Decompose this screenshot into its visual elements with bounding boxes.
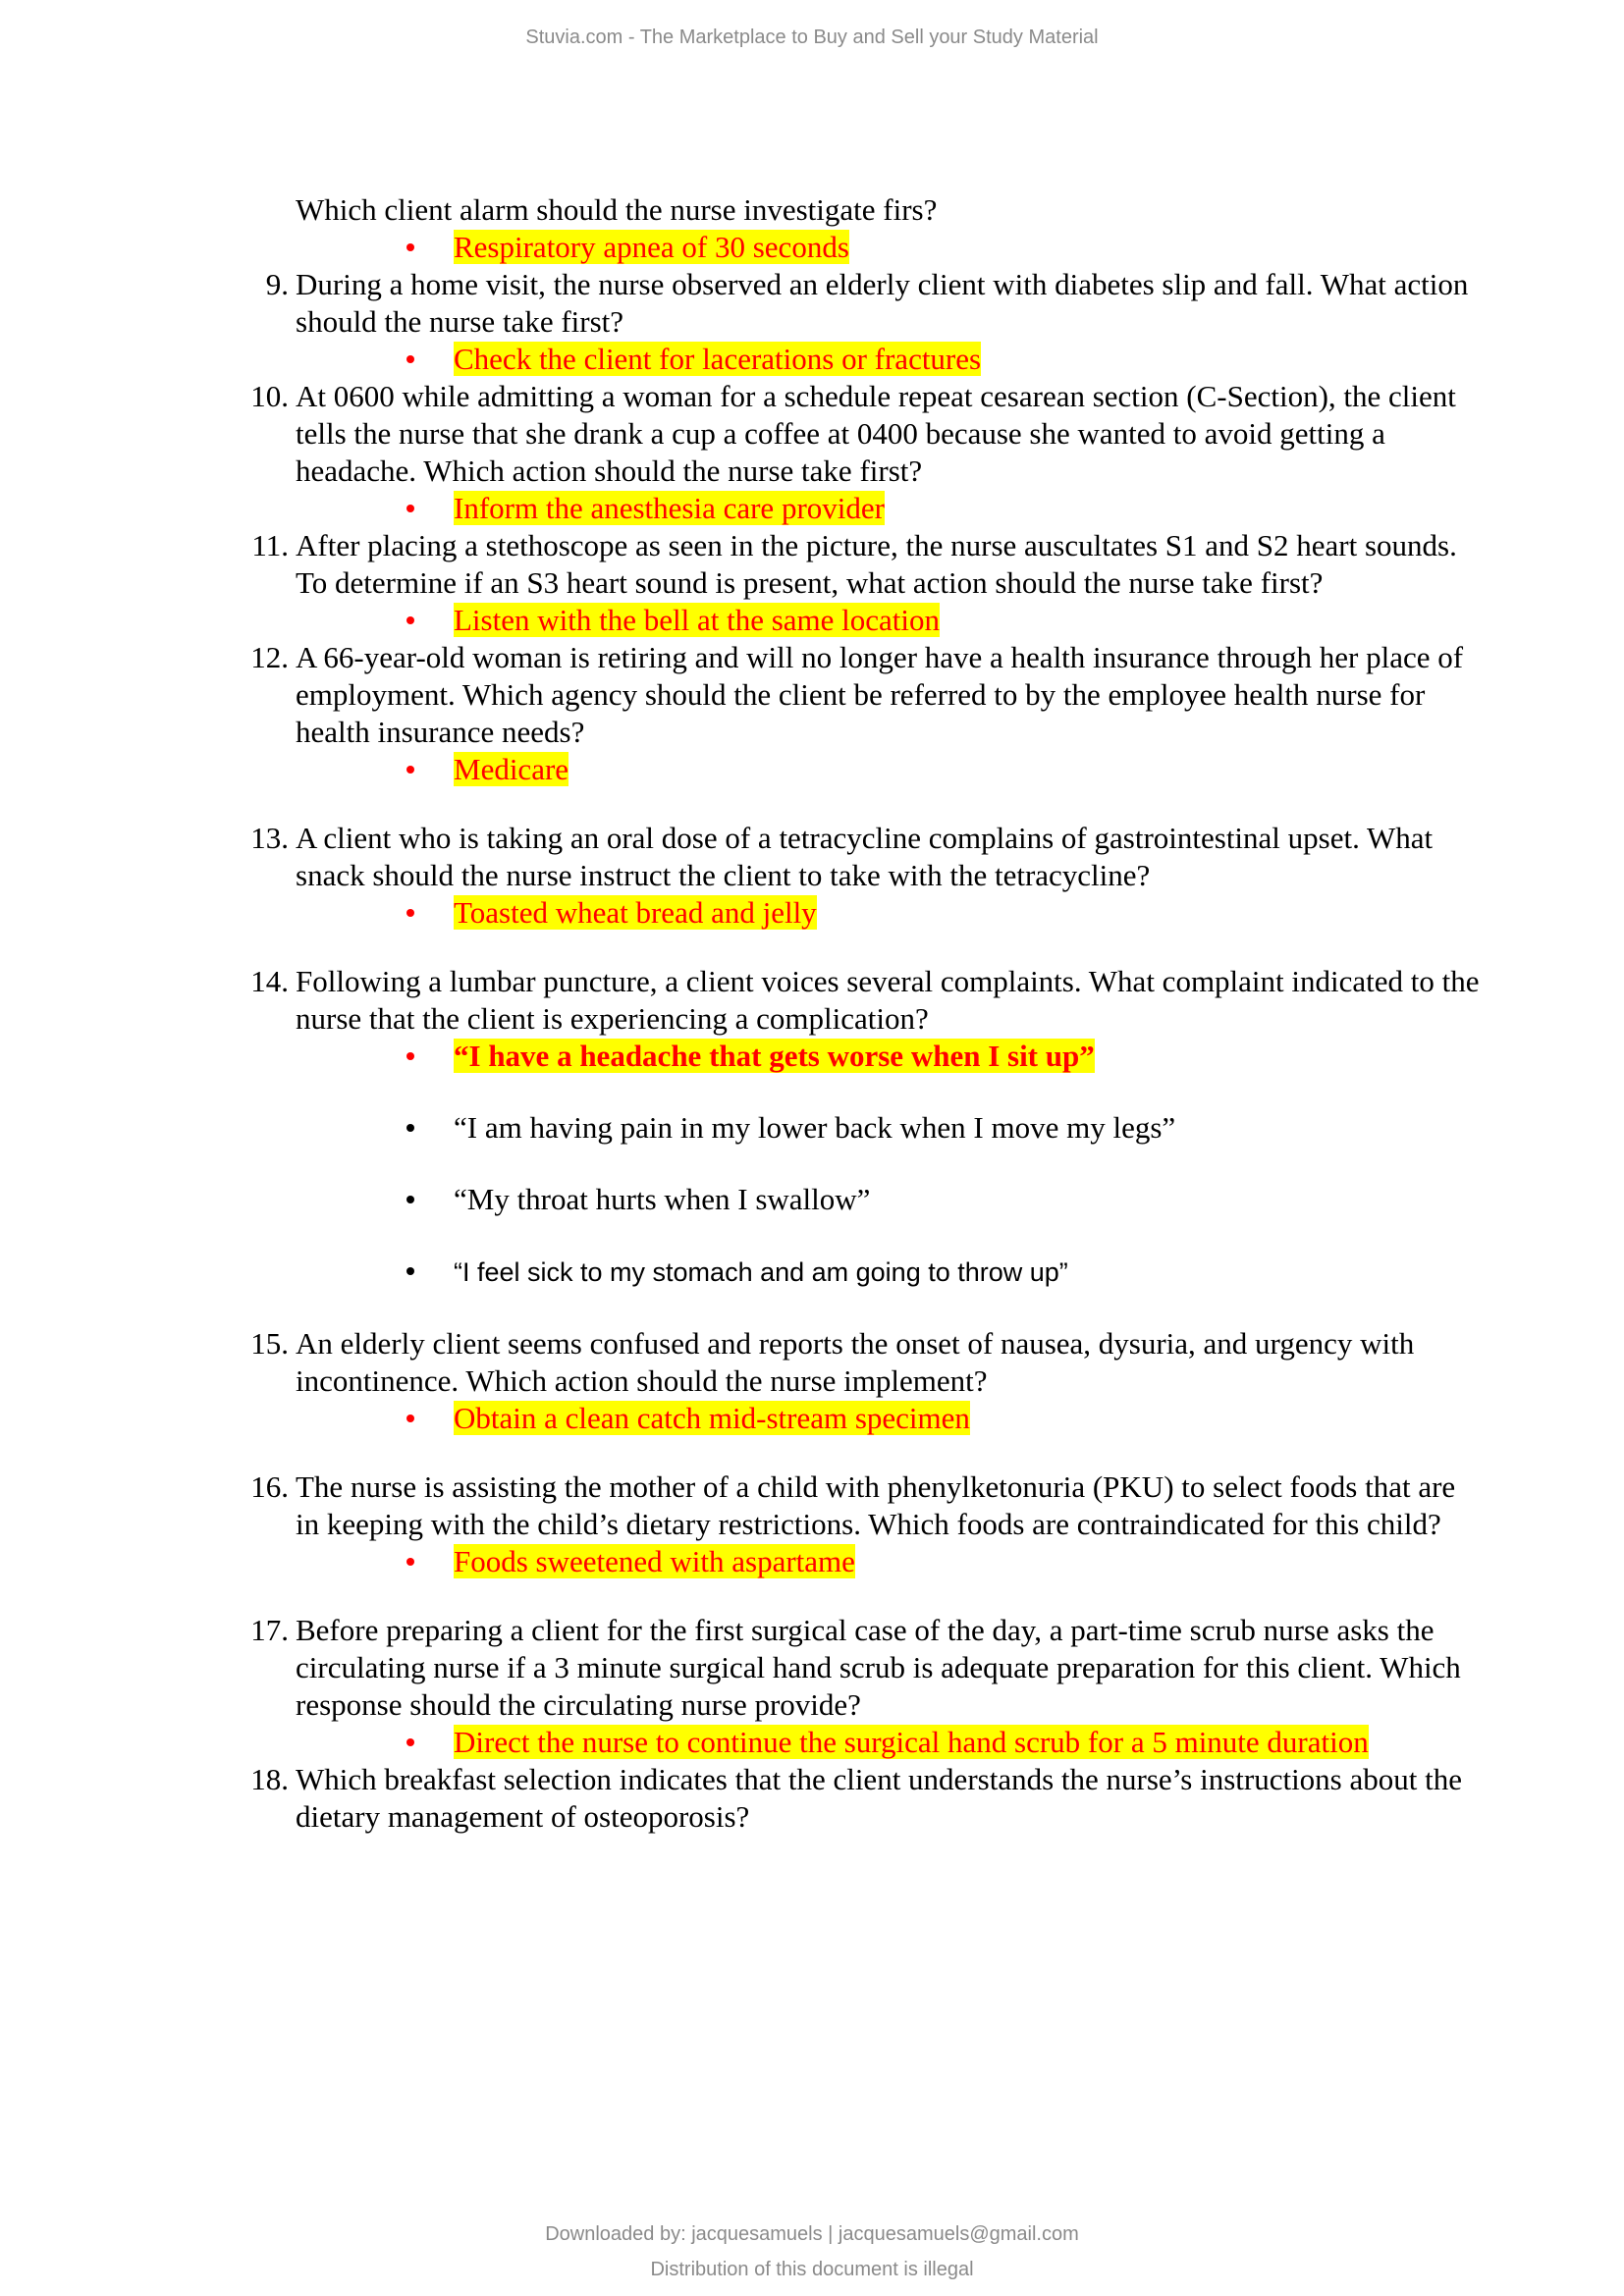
bullet-icon xyxy=(406,1415,414,1422)
correct-answer xyxy=(296,490,1483,527)
question-number: 17. xyxy=(250,1613,289,1647)
document-body xyxy=(236,191,1483,1836)
answer-text: Toasted wheat bread and jelly xyxy=(454,895,817,930)
footer-download-notice: Downloaded by: jacquesamuels | jacquesamuels@gmail.com xyxy=(545,2223,1079,2245)
question-text: After placing a stethoscope as seen in the picture, the nurse auscultates S1 and S2 heart sounds. To determine if an S3 heart sound is present, what action should the nurse take first? xyxy=(296,528,1457,600)
answer-text: Foods sweetened with aspartame xyxy=(454,1544,855,1578)
question-9 xyxy=(236,266,1483,378)
spacer xyxy=(296,1218,1483,1253)
correct-answer xyxy=(296,341,1483,378)
question-number: 14. xyxy=(250,964,289,998)
answer-text: Inform the anesthesia care provider xyxy=(454,491,885,525)
question-text: Which breakfast selection indicates that the client understands the nurse’s instructions about the dietary management of osteoporosis? xyxy=(296,1762,1462,1834)
answer-text: Direct the nurse to continue the surgical hand scrub for a 5 minute duration xyxy=(454,1725,1369,1759)
answer-list xyxy=(296,490,1483,527)
footer-distribution-notice: Distribution of this document is illegal xyxy=(650,2259,974,2280)
question-number: 15. xyxy=(250,1326,289,1361)
question-number: 16. xyxy=(250,1469,289,1504)
question-text: Following a lumbar puncture, a client voices several complaints. What complaint indicated to the nurse that the client is experiencing a complication? xyxy=(296,964,1480,1036)
option-text: “My throat hurts when I swallow” xyxy=(454,1182,871,1216)
question-number: 10. xyxy=(250,379,289,413)
question-17 xyxy=(236,1612,1483,1761)
spacer xyxy=(296,1147,1483,1181)
bullet-icon xyxy=(406,1196,414,1203)
bullet-icon xyxy=(406,766,414,774)
question-11 xyxy=(236,527,1483,639)
answer-option xyxy=(296,1181,1483,1218)
question-12 xyxy=(236,639,1483,788)
bullet-icon xyxy=(406,243,414,251)
answer-list xyxy=(296,751,1483,788)
spacer xyxy=(236,1580,1483,1612)
answer-text: Check the client for lacerations or fractures xyxy=(454,342,982,376)
correct-answer xyxy=(296,751,1483,788)
page-header-watermark: Stuvia.com - The Marketplace to Buy and Sell your Study Material xyxy=(525,27,1099,48)
answer-list xyxy=(296,1543,1483,1580)
question-text: A 66-year-old woman is retiring and will no longer have a health insurance through her place of employment. Which agency should the client be referred to by the employee health nurse for health insurance needs? xyxy=(296,640,1464,749)
question-8-continuation xyxy=(236,191,1483,266)
question-number: 12. xyxy=(250,640,289,674)
bullet-icon xyxy=(406,1738,414,1746)
correct-answer xyxy=(296,894,1483,932)
correct-answer xyxy=(296,602,1483,639)
correct-answer xyxy=(296,1038,1483,1075)
correct-answer xyxy=(296,1724,1483,1761)
question-13 xyxy=(236,820,1483,932)
spacer xyxy=(236,788,1483,820)
spacer xyxy=(236,932,1483,963)
bullet-icon xyxy=(406,1267,414,1275)
question-number: 9. xyxy=(265,267,289,301)
correct-answer xyxy=(296,1400,1483,1437)
question-text: An elderly client seems confused and reports the onset of nausea, dysuria, and urgency with incontinence. Which action should the nurse implement? xyxy=(296,1326,1415,1398)
question-text: At 0600 while admitting a woman for a schedule repeat cesarean section (C-Section), the client tells the nurse that she drank a cup a coffee at 0400 because she wanted to avoid getting a headache. Which action should the nurse take first? xyxy=(296,379,1456,488)
answer-text: Listen with the bell at the same location xyxy=(454,603,941,637)
bullet-icon xyxy=(406,1124,414,1132)
question-16 xyxy=(236,1468,1483,1580)
option-text: “I feel sick to my stomach and am going to throw up” xyxy=(454,1257,1068,1287)
question-text: A client who is taking an oral dose of a tetracycline complains of gastrointestinal upset. What snack should the nurse instruct the client to take with the tetracycline? xyxy=(296,821,1434,892)
answer-list xyxy=(296,1038,1483,1291)
spacer xyxy=(296,1075,1483,1109)
question-18 xyxy=(236,1761,1483,1836)
bullet-icon xyxy=(406,1558,414,1566)
question-text: The nurse is assisting the mother of a child with phenylketonuria (PKU) to select foods that are in keeping with the child’s dietary restrictions. Which foods are contraindicated for this child? xyxy=(296,1469,1456,1541)
bullet-icon xyxy=(406,616,414,624)
answer-text: “I have a headache that gets worse when I sit up” xyxy=(454,1039,1095,1073)
answer-list xyxy=(296,229,1483,266)
question-14 xyxy=(236,963,1483,1291)
answer-list xyxy=(296,341,1483,378)
question-number: 18. xyxy=(250,1762,289,1796)
question-text: Before preparing a client for the first surgical case of the day, a part-time scrub nurse asks the circulating nurse if a 3 minute surgical hand scrub is adequate preparation for this client. Which response should the circulating nurse provide? xyxy=(296,1613,1461,1722)
answer-option xyxy=(296,1109,1483,1147)
answer-text: Obtain a clean catch mid-stream specimen xyxy=(454,1401,970,1435)
answer-text: Respiratory apnea of 30 seconds xyxy=(454,230,849,264)
answer-text: Medicare xyxy=(454,752,569,786)
question-number: 13. xyxy=(250,821,289,855)
correct-answer xyxy=(296,229,1483,266)
answer-list xyxy=(296,602,1483,639)
spacer xyxy=(236,1437,1483,1468)
answer-list xyxy=(296,1724,1483,1761)
question-15 xyxy=(236,1325,1483,1437)
question-number: 11. xyxy=(251,528,289,562)
answer-option xyxy=(296,1253,1483,1291)
option-text: “I am having pain in my lower back when I move my legs” xyxy=(454,1110,1176,1145)
bullet-icon xyxy=(406,909,414,917)
answer-list xyxy=(296,1400,1483,1437)
bullet-icon xyxy=(406,505,414,512)
question-10 xyxy=(236,378,1483,527)
question-text: During a home visit, the nurse observed an elderly client with diabetes slip and fall. What action should the nurse take first? xyxy=(296,267,1469,339)
spacer xyxy=(236,1291,1483,1325)
bullet-icon xyxy=(406,355,414,363)
answer-list xyxy=(296,894,1483,932)
question-text: Which client alarm should the nurse investigate firs? xyxy=(296,192,938,227)
bullet-icon xyxy=(406,1052,414,1060)
correct-answer xyxy=(296,1543,1483,1580)
